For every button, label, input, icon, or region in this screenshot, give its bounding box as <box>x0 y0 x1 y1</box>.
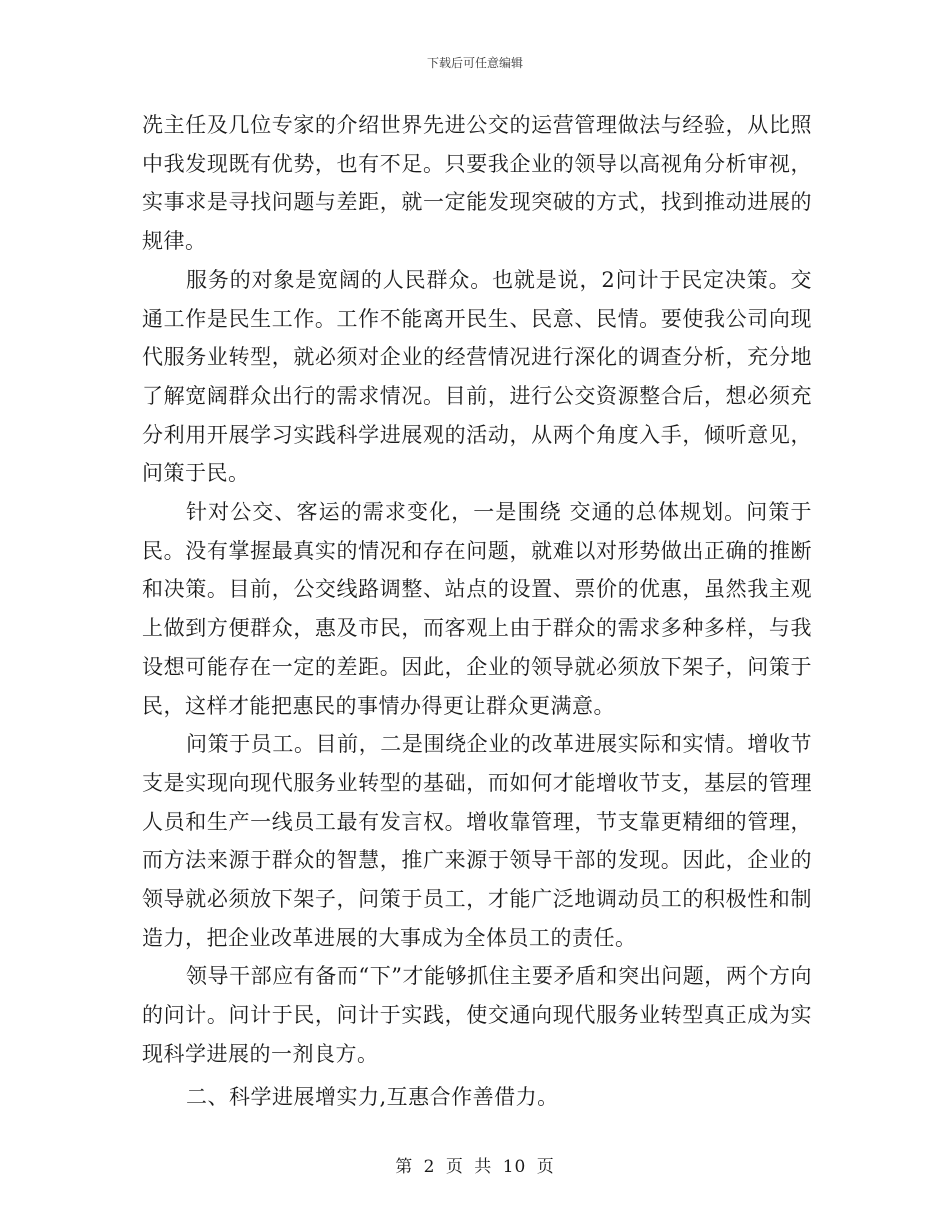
paragraph-3: 针对公交、客运的需求变化，一是围绕 交通的总体规划。问策于民。没有掌握最真实的情况和存在问题，就难以对形势做出正确的推断和决策。目前，公交线路调整、站点的设置、票价的优惠，虽然我主观上做到方便群众，惠及市民，而客观上由于群众的需求多种多样，与我设想可能存在一定的差距。因此，企业的领导就必须放下架子，问策于民，这样才能把惠民的事情办得更让群众更满意。 <box>142 500 812 718</box>
paragraph-1: 冼主任及几位专家的介绍世界先进公交的运营管理做法与经验，从比照中我发现既有优势，也有不足。只要我企业的领导以高视角分析审视，实事求是寻找问题与差距，就一定能发现突破的方式，找到推动进展的规律。 <box>142 113 812 254</box>
paragraph-4: 问策于员工。目前，二是围绕企业的改革进展实际和实情。增收节支是实现向现代服务业转型的基础，而如何才能增收节支，基层的管理人员和生产一线员工最有发言权。增收靠管理，节支靠更精细的管理，而方法来源于群众的智慧，推广来源于领导干部的发现。因此，企业的领导就必须放下架子，问策于员工，才能广泛地调动员工的积极性和制造力，把企业改革进展的大事成为全体员工的责任。 <box>142 732 812 950</box>
paragraph-2: 服务的对象是宽阔的人民群众。也就是说，2问计于民定决策。交通工作是民生工作。工作不能离开民生、民意、民情。要使我公司向现代服务业转型，就必须对企业的经营情况进行深化的调查分析，充分地了解宽阔群众出行的需求情况。目前，进行公交资源整合后，想必须充分利用开展学习实践科学进展观的活动，从两个角度入手，倾听意见，问策于民。 <box>142 267 812 486</box>
page-number-footer: 第 2 页 共 10 页 <box>395 1157 555 1177</box>
paragraph-5: 领导干部应有备而“下”才能够抓住主要矛盾和突出问题，两个方向的问计。问计于民，问计于实践，使交通向现代服务业转型真正成为实现科学进展的一剂良方。 <box>142 964 812 1066</box>
page-header: 下载后可任意编辑 <box>426 56 523 70</box>
document-body <box>142 106 812 1116</box>
section-heading: 二、科学进展增实力,互惠合作善借力。 <box>186 1084 559 1109</box>
